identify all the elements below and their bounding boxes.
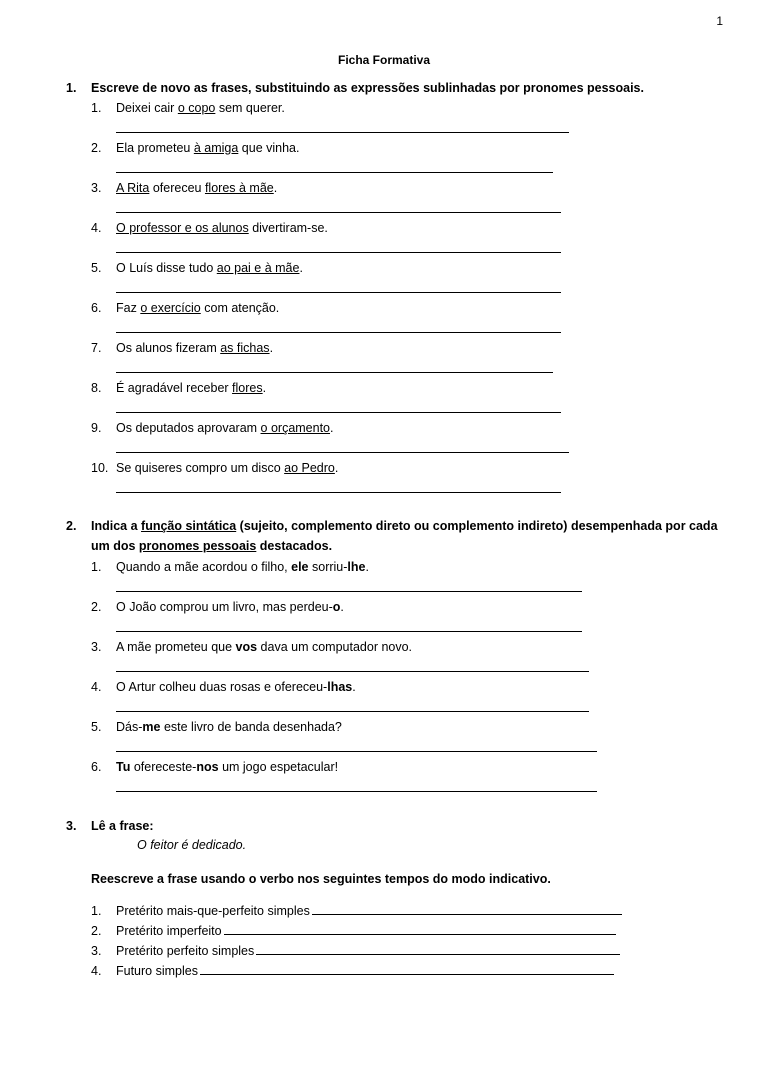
highlighted-pronoun: me	[142, 720, 161, 734]
item-text: É agradável receber	[116, 381, 233, 395]
highlighted-pronoun: Tu	[116, 760, 131, 774]
section-1-heading	[66, 78, 644, 99]
item-number: 4.	[91, 680, 102, 694]
item-number: 2.	[91, 924, 102, 938]
answer-line[interactable]	[116, 252, 561, 253]
tense-item	[91, 964, 614, 978]
item-text: este livro de banda desenhada?	[160, 720, 342, 734]
item-text: .	[299, 261, 303, 275]
item-text: Ela prometeu	[116, 141, 194, 155]
underlined-expression: o exercício	[140, 301, 201, 315]
answer-line[interactable]	[116, 751, 597, 752]
item-text: Os alunos fizeram	[116, 341, 221, 355]
section-number: 1.	[66, 81, 77, 95]
item-text: .	[330, 421, 334, 435]
item-text: ofereceste-	[130, 760, 197, 774]
page-number: 1	[716, 14, 723, 28]
tense-item	[91, 904, 622, 918]
section-heading-text: Escreve de novo as frases, substituindo as expressões sublinhadas por pronomes pessoais.	[91, 81, 644, 95]
item-text: Os deputados aprovaram	[116, 421, 261, 435]
exercise-item	[91, 680, 356, 694]
answer-line[interactable]	[116, 631, 582, 632]
item-number: 2.	[91, 141, 102, 155]
item-text: .	[262, 381, 267, 395]
item-text: O João comprou um livro, mas perdeu-	[116, 600, 333, 614]
item-number: 5.	[91, 261, 102, 275]
tense-label: Pretérito perfeito simples	[116, 944, 255, 958]
item-text: Dás-	[116, 720, 143, 734]
item-text: divertiram-se.	[248, 221, 328, 235]
exercise-item	[91, 221, 328, 235]
answer-line[interactable]	[116, 412, 561, 413]
answer-line[interactable]	[116, 292, 561, 293]
item-text: sorriu-	[308, 560, 348, 574]
item-text: que vinha.	[238, 141, 300, 155]
item-text: .	[334, 461, 339, 475]
heading-text: (sujeito, complemento direto ou complemento indireto) desempenhada por cada	[236, 519, 718, 533]
tense-item	[91, 924, 616, 938]
heading-text: um dos	[91, 539, 139, 553]
item-text: .	[273, 181, 278, 195]
item-number: 1.	[91, 904, 102, 918]
item-text: ofereceu	[149, 181, 205, 195]
exercise-item	[91, 141, 299, 155]
section-heading-text: Lê a frase:	[91, 819, 154, 833]
highlighted-pronoun: lhe	[347, 560, 366, 574]
highlighted-pronoun: ele	[291, 560, 309, 574]
item-number: 9.	[91, 421, 102, 435]
exercise-item	[91, 261, 303, 275]
item-text: dava um computador novo.	[257, 640, 413, 654]
answer-line[interactable]	[116, 452, 569, 453]
exercise-item	[91, 760, 338, 774]
underlined-expression: o orçamento	[260, 421, 331, 435]
answer-line[interactable]	[116, 492, 561, 493]
heading-underlined-text: pronomes pessoais	[138, 539, 257, 553]
tense-label: Pretérito mais-que-perfeito simples	[116, 904, 310, 918]
underlined-expression: flores à mãe	[204, 181, 274, 195]
item-text: Faz	[116, 301, 141, 315]
heading-text: Indica a	[91, 519, 142, 533]
section-3-instruction: Reescreve a frase usando o verbo nos seguintes tempos do modo indicativo.	[91, 872, 551, 886]
highlighted-pronoun: o	[332, 600, 341, 614]
exercise-item	[91, 461, 338, 475]
item-number: 7.	[91, 341, 102, 355]
heading-text: destacados.	[256, 539, 333, 553]
item-number: 2.	[91, 600, 102, 614]
underlined-expression: à amiga	[193, 141, 239, 155]
item-number: 3.	[91, 944, 102, 958]
item-number: 1.	[91, 560, 102, 574]
underlined-expression: A Rita	[116, 181, 150, 195]
tense-item	[91, 944, 620, 958]
answer-line[interactable]	[116, 591, 582, 592]
answer-line[interactable]	[116, 671, 589, 672]
exercise-item	[91, 560, 369, 574]
item-text: O Artur colheu duas rosas e ofereceu-	[116, 680, 328, 694]
section-3-heading	[66, 816, 154, 837]
heading-underlined-text: função sintática	[141, 519, 237, 533]
item-number: 10.	[91, 461, 109, 475]
item-number: 5.	[91, 720, 102, 734]
item-number: 6.	[91, 760, 102, 774]
item-number: 3.	[91, 640, 102, 654]
item-number: 8.	[91, 381, 102, 395]
underlined-expression: ao Pedro	[284, 461, 335, 475]
tense-label: Futuro simples	[116, 964, 198, 978]
highlighted-pronoun: vos	[235, 640, 258, 654]
item-number: 3.	[91, 181, 102, 195]
underlined-expression: O professor e os alunos	[116, 221, 249, 235]
exercise-item	[91, 720, 342, 734]
tense-label: Pretérito imperfeito	[116, 924, 222, 938]
item-text: sem querer.	[215, 101, 285, 115]
item-text: Quando a mãe acordou o filho,	[116, 560, 292, 574]
exercise-item	[91, 381, 266, 395]
item-text: O Luís disse tudo	[116, 261, 217, 275]
answer-line[interactable]	[116, 132, 569, 133]
exercise-item	[91, 600, 344, 614]
exercise-item	[91, 640, 412, 654]
answer-line[interactable]	[256, 944, 620, 955]
item-text: A mãe prometeu que	[116, 640, 236, 654]
item-text: com atenção.	[200, 301, 280, 315]
section-2-heading-continued	[91, 539, 332, 553]
answer-line[interactable]	[116, 711, 589, 712]
item-number: 4.	[91, 221, 102, 235]
example-sentence: O feitor é dedicado.	[137, 838, 247, 852]
item-text: .	[340, 600, 344, 614]
exercise-item	[91, 421, 334, 435]
item-number: 1.	[91, 101, 102, 115]
underlined-expression: ao pai e à mãe	[216, 261, 300, 275]
exercise-item	[91, 301, 279, 315]
underlined-expression: o copo	[177, 101, 216, 115]
underlined-expression: as fichas	[220, 341, 270, 355]
answer-line[interactable]	[312, 904, 622, 915]
section-number: 2.	[66, 519, 77, 533]
section-number: 3.	[66, 819, 77, 833]
answer-line[interactable]	[116, 332, 561, 333]
answer-line[interactable]	[224, 924, 616, 935]
exercise-item	[91, 181, 277, 195]
item-text: .	[269, 341, 274, 355]
item-number: 6.	[91, 301, 102, 315]
answer-line[interactable]	[200, 964, 614, 975]
highlighted-pronoun: nos	[196, 760, 219, 774]
item-text: Deixei cair	[116, 101, 178, 115]
underlined-expression: flores	[232, 381, 263, 395]
exercise-item	[91, 101, 285, 115]
document-title: Ficha Formativa	[337, 53, 431, 67]
answer-line[interactable]	[116, 212, 561, 213]
answer-line[interactable]	[116, 172, 553, 173]
answer-line[interactable]	[116, 791, 597, 792]
item-text: um jogo espetacular!	[218, 760, 339, 774]
highlighted-pronoun: lhas	[327, 680, 353, 694]
answer-line[interactable]	[116, 372, 553, 373]
item-text: .	[352, 680, 356, 694]
item-number: 4.	[91, 964, 102, 978]
exercise-item	[91, 341, 273, 355]
item-text: Se quiseres compro um disco	[116, 461, 285, 475]
item-text: .	[365, 560, 369, 574]
section-2-heading	[66, 516, 718, 537]
